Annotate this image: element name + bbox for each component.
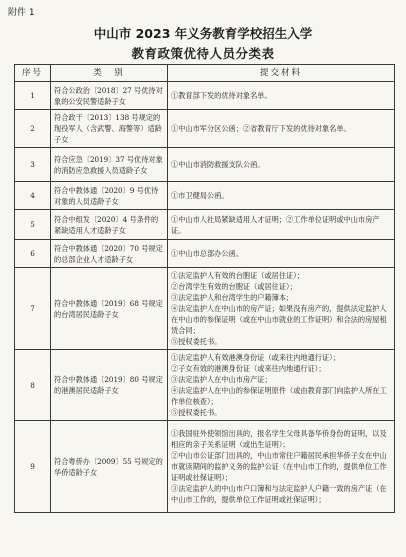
material-item: ①我国驻外使领馆出具的，报名学生父母具备华侨身份的证明，以及相应的亲子关系证明（或出生证明）； xyxy=(171,429,387,449)
material-item: ①中山市人社局紧缺适用人才证明；②工作单位证明或中山市房产证。 xyxy=(171,214,380,235)
row-materials xyxy=(168,421,395,513)
table-row xyxy=(15,421,395,513)
row-number: 9 xyxy=(15,421,51,513)
row-category: 符合中教体通〔2020〕9 号优待对象的人员适龄子女 xyxy=(51,182,168,210)
row-materials xyxy=(168,210,395,240)
table-row xyxy=(15,210,395,240)
row-category: 符合政干〔2013〕138 号规定的现役军人（含武警、海警等）适龄子女 xyxy=(51,110,168,148)
row-number: 1 xyxy=(15,82,51,110)
row-category: 符合粤侨办〔2009〕55 号规定的华侨适龄子女 xyxy=(51,421,168,513)
material-item: ①中山市总部办公函。 xyxy=(171,249,243,258)
table-row xyxy=(15,148,395,182)
attachment-label: 附件 1 xyxy=(8,8,35,18)
row-materials xyxy=(168,240,395,268)
material-item: ③法定监护人和台湾学生的户籍簿本； xyxy=(171,293,294,302)
row-category: 符合应急〔2019〕37 号优待对象的消防应急救援人员适龄子女 xyxy=(51,148,168,182)
material-item: ①教育部下发的优待对象名单。 xyxy=(171,91,272,100)
material-item: ④法定监护人在中山市的房产证；如果没有房产的，提供法定监护人在中山市的参保证明（或在中山市就业的工作证明）和合法的房屋租赁合同； xyxy=(171,304,387,335)
table-row xyxy=(15,240,395,268)
material-item: ①法定监护人有效港澳身份证（或来往内地通行证）； xyxy=(171,353,340,362)
table-row xyxy=(15,110,395,148)
material-item: ②中山市公证部门出具的，中山市常住户籍居民承担华侨子女在中山市就读期间的监护义务的监护公证（在中山市工作的，提供单位工作证明或社保证明）； xyxy=(171,451,387,482)
material-item: ②台湾学生有效的台胞证（或居住证）； xyxy=(171,282,297,291)
row-number: 3 xyxy=(15,148,51,182)
material-item: ⑤授权委托书。 xyxy=(171,408,222,417)
table-body xyxy=(15,82,395,513)
row-materials xyxy=(168,110,395,148)
header-materials: 提交材料 xyxy=(168,65,395,82)
header-category: 类 别 xyxy=(51,65,168,82)
material-item: ③法定监护人在中山市房产证； xyxy=(171,375,272,384)
header-no: 序号 xyxy=(15,65,51,82)
row-materials xyxy=(168,350,395,421)
table-row xyxy=(15,268,395,350)
material-item: ②子女有效的港澳身份证（或来往内地通行证）； xyxy=(171,364,326,373)
row-category: 符合中教体通〔2019〕68 号规定的台湾居民适龄子女 xyxy=(51,268,168,350)
material-item: ①市卫健局公函。 xyxy=(171,191,229,200)
material-item: ①中山市军分区公函；②省教育厅下发的优待对象名单。 xyxy=(171,124,351,133)
row-number: 2 xyxy=(15,110,51,148)
row-category: 符合公政治〔2018〕27 号优待对象的公安民警适龄子女 xyxy=(51,82,168,110)
row-number: 6 xyxy=(15,240,51,268)
material-item: ①法定监护人有效的台胞证（或居住证）； xyxy=(171,271,304,280)
material-item: ⑤授权委托书。 xyxy=(171,337,222,346)
table-header-row xyxy=(15,65,395,82)
document-title-line-2: 教育政策优待人员分类表 xyxy=(131,46,275,61)
row-materials xyxy=(168,148,395,182)
table-row xyxy=(15,82,395,110)
material-item: ③法定监护人的中山市户口簿和与法定监护人户籍一致的房产证（在中山市工作的，提供单位工作证明或社保证明）； xyxy=(171,484,387,504)
row-materials xyxy=(168,82,395,110)
row-number: 7 xyxy=(15,268,51,350)
table-row xyxy=(15,182,395,210)
row-category: 符合中教体通〔2019〕80 号规定的港澳居民适龄子女 xyxy=(51,350,168,421)
table-row xyxy=(15,350,395,421)
row-number: 5 xyxy=(15,210,51,240)
policy-table xyxy=(14,64,395,513)
row-materials xyxy=(168,182,395,210)
material-item: ④法定监护人在中山的参保证明原件（或由教育部门向监护人所在工作单位核查）； xyxy=(171,386,387,406)
row-category: 符合中组发〔2020〕4 号条件的紧缺适用人才适龄子女 xyxy=(51,210,168,240)
row-materials xyxy=(168,268,395,350)
row-number: 8 xyxy=(15,350,51,421)
document-title-line-1: 中山市 2023 年义务教育学校招生入学 xyxy=(93,26,313,41)
row-number: 4 xyxy=(15,182,51,210)
row-category: 符合中教体通〔2020〕70 号规定的总部企业人才适龄子女 xyxy=(51,240,168,268)
material-item: ①中山市消防救援支队公函。 xyxy=(171,160,265,169)
